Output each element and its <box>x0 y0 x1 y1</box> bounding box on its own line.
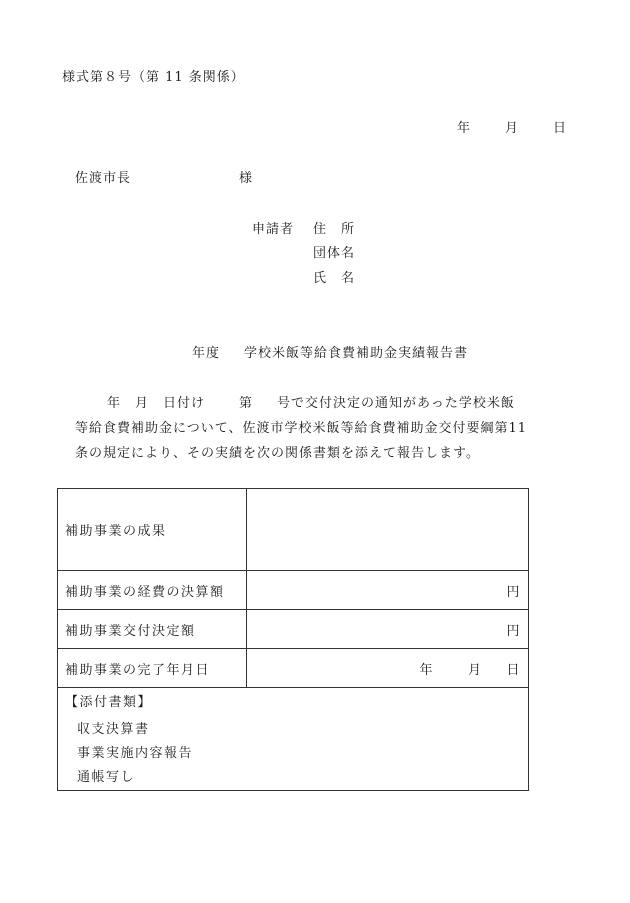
settlement-amount-value: 円 <box>247 571 529 610</box>
completion-month: 月 <box>467 662 483 678</box>
attachments-cell <box>58 688 529 791</box>
applicant-label: 申請者 <box>252 222 295 237</box>
body-line-1 <box>107 392 515 411</box>
results-label: 補助事業の成果 <box>58 489 247 571</box>
attachment-item: 収支決算書 <box>77 722 150 737</box>
form-number: 様式第８号（第 11 条関係） <box>62 70 245 85</box>
decision-amount-value: 円 <box>247 610 529 649</box>
date-year: 年 <box>457 121 472 136</box>
attachment-item: 通帳写し <box>77 770 136 785</box>
body-line-3: 条の規定により、その実績を次の関係書類を添えて報告します。 <box>75 446 480 461</box>
attachments-row <box>58 688 529 791</box>
document-title <box>192 342 468 361</box>
report-table <box>57 488 529 791</box>
applicant-address-label: 住 所 <box>313 222 356 237</box>
date-day: 日 <box>553 121 568 136</box>
title-fiscal-year: 年度 <box>192 346 221 361</box>
body-line-2: 等給食費補助金について、佐渡市学校米飯等給食費補助金交付要綱第11 <box>75 421 528 436</box>
body-number-prefix: 第 <box>239 396 254 411</box>
completion-year: 年 <box>419 662 434 678</box>
table-row <box>58 649 529 688</box>
completion-day: 日 <box>506 662 521 678</box>
body-text-1: 号で交付決定の通知があった学校米飯 <box>277 396 515 411</box>
results-value <box>247 489 529 571</box>
table-row <box>58 489 529 571</box>
addressee-honorific: 様 <box>239 171 254 186</box>
completion-date-label: 補助事業の完了年月日 <box>58 649 247 688</box>
title-main: 学校米飯等給食費補助金実績報告書 <box>244 346 469 361</box>
attachment-item: 事業実施内容報告 <box>77 746 194 761</box>
body-date: 年 月 日付け <box>107 396 206 411</box>
applicant-name-label: 氏 名 <box>313 271 356 286</box>
table-row <box>58 610 529 649</box>
applicant-group-label: 団体名 <box>313 246 356 261</box>
date-line <box>457 117 567 136</box>
table-row <box>58 571 529 610</box>
settlement-amount-label: 補助事業の経費の決算額 <box>58 571 247 610</box>
addressee <box>75 167 253 186</box>
decision-amount-label: 補助事業交付決定額 <box>58 610 247 649</box>
attachments-heading: 【添付書類】 <box>65 695 153 710</box>
completion-date-value <box>247 649 529 688</box>
addressee-name: 佐渡市長 <box>75 171 132 186</box>
date-month: 月 <box>505 121 520 136</box>
